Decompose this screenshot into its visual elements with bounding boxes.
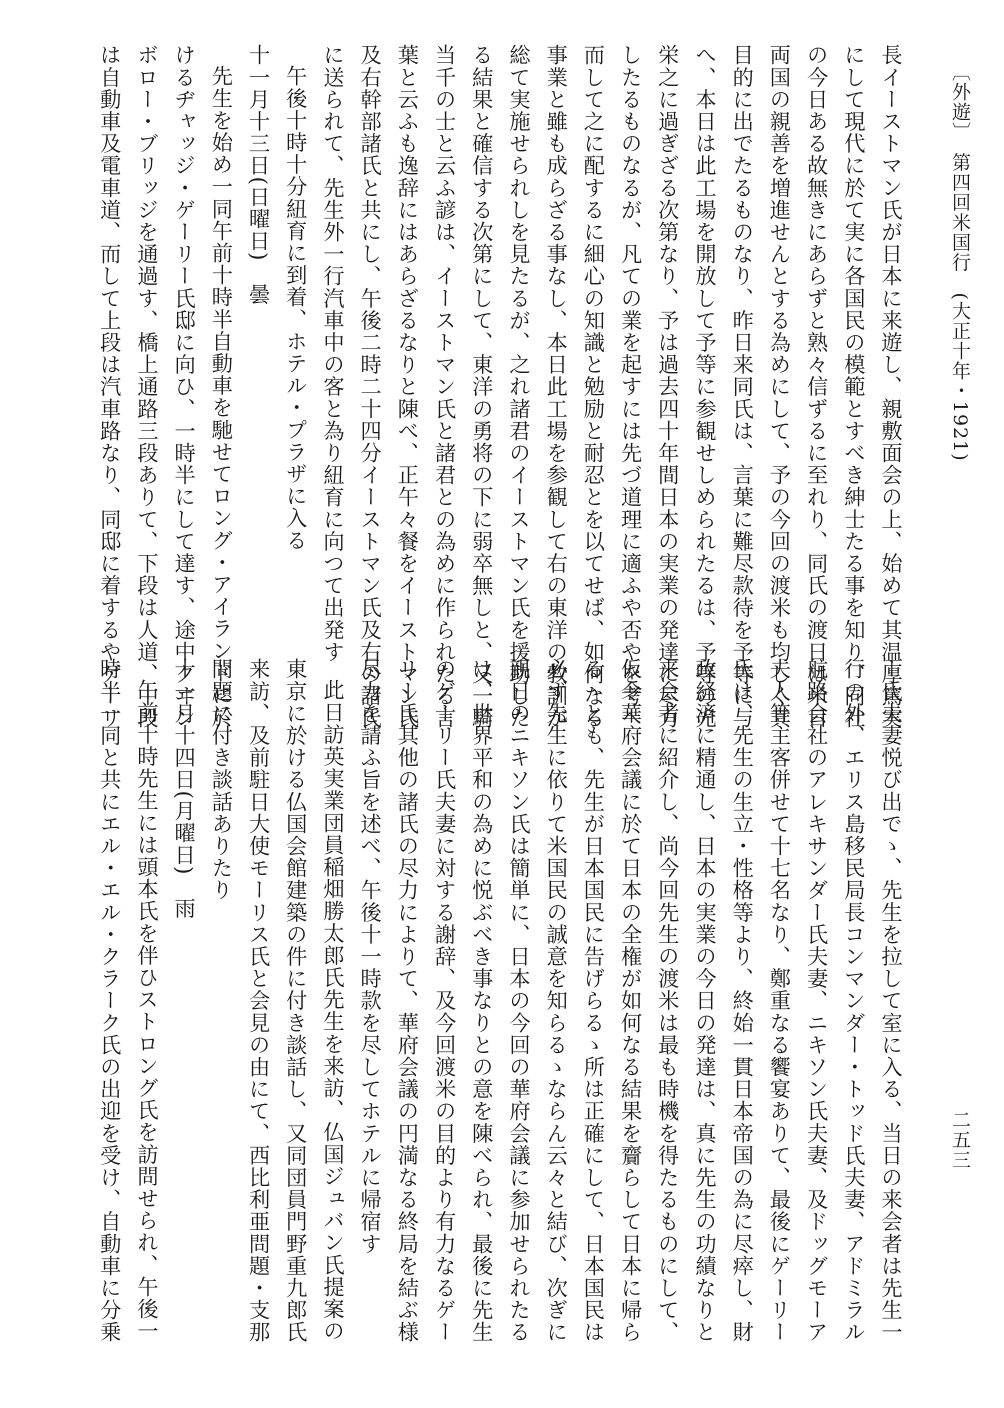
date-heading: 十一月十四日(月曜日) 雨 — [172, 658, 198, 920]
text-column: の今日ある故無きにあらずと熟々信ずるに至れり、同氏の渡日は米日 — [804, 44, 830, 730]
text-column: 東京に於ける仏国会館建築の件に付き談話し、又同団員門野重九郎氏 — [283, 658, 309, 1344]
text-column: リー氏其他の諸氏の尽力によりて、華府会議の円満なる終局を結ぶ様 — [395, 658, 421, 1344]
text-column: 午前十時先生には頭本氏を伴ひストロング氏を訪問せられ、午後一 — [134, 679, 160, 1342]
text-column: 尽力を請ふ旨を述べ、午後十一時款を尽してホテルに帰宿す — [358, 658, 384, 1255]
text-column: 此日訪英実業団員稲畑勝太郎氏先生を来訪、仏国ジュバン氏提案の — [320, 679, 346, 1342]
text-column: 来会者に紹介し、尚今回先生の渡米は最も時機を得たるものにして、 — [655, 658, 681, 1344]
text-column: のゲーリー氏夫妻に対する謝辞、及今回渡米の目的より有力なるゲー — [432, 658, 458, 1344]
text-column: したるものなるが、凡ての業を起すには先づ道理に適ふや否やを考へ — [618, 44, 644, 730]
text-column: けるヂャッジ・ゲーリー氏邸に向ひ、一時半にして達す、途中クヰン — [172, 44, 198, 730]
text-column: は、世界平和の為めに悦ぶべき事なりとの意を陳べられ、最後に先生 — [469, 658, 495, 1344]
text-column: に送られて、先生外一行汽車中の客と為り紐育に向つて出発す — [320, 44, 346, 663]
text-column: 両国の親善を増進せんとする為めにして、予の今回の渡米も均しく其 — [767, 44, 793, 730]
text-column: は自動車及電車道、而して上段は汽車路なり、同邸に着するやゲーリ — [97, 44, 123, 730]
text-column: 及右幹部諸氏と共にし、午後二時二十四分イーストマン氏及右の諸氏 — [358, 44, 384, 730]
text-column: 総て実施せられしを見たるが、之れ諸君のイーストマン氏を援助した — [506, 44, 532, 730]
text-column: 而して之に配するに細心の知識と勉励と耐忍とを以てせば、如何なる — [581, 44, 607, 730]
text-column: にして現代に於て実に各国民の模範とすべき紳士たる事を知り、同社 — [841, 44, 867, 730]
bottom-text-block — [97, 658, 910, 1378]
running-head: 〔外遊〕 第四回米国行 (大正十年・1921) — [949, 62, 971, 462]
date-heading: 十一月十三日(日曜日) 曇 — [246, 44, 272, 306]
text-column: 午後十時十分紐育に到着、ホテル・プラザに入る — [283, 65, 309, 552]
text-column: るゝとも、先生が日本国民に告げらるゝ所は正確にして、日本国民は — [581, 658, 607, 1344]
text-column: る結果と確信する次第にして、東洋の勇将の下に弱卒無しと、又一騎 — [469, 44, 495, 730]
text-column: 長イーストマン氏が日本に来遊し、親敷面会の上、始めて其温厚篤実 — [879, 44, 904, 730]
text-column: 栄之に過ぎざる次第なり、予は過去四十年間日本の実業の発達に尽力 — [655, 44, 681, 730]
text-column: ー氏夫妻悦び出でゝ、先生を拉して室に入る、当日の来会者は先生一 — [879, 658, 904, 1344]
text-column: 行の外、エリス島移民局長コンマンダー・トッド氏夫妻、アドミラル — [841, 658, 867, 1344]
text-column: 当千の士と云ふ諺は、イーストマン氏と諸君との為めに作られたる言 — [432, 44, 458, 730]
text-column: 来訪、及前駐日大使モーリス氏と会見の由にて、西比利亜問題・支那 — [246, 658, 272, 1344]
text-column: 葉と云ふも逸辞にはあらざるなりと陳べ、正午々餐をイーストマン氏 — [395, 44, 421, 730]
text-column: 目的に出でたるものなり、昨日来同氏は、言葉に難尽款待を予等に与 — [730, 44, 756, 730]
text-column: 必ず先生に依りて米国民の誠意を知らるゝならん云々と結び、次ぎに — [544, 658, 570, 1344]
text-column: 事業と雖も成らざる事なし、本日此工場を参観して右の東洋の教訓が — [544, 44, 570, 730]
text-column: 時半一同と共にエル・エル・クラーク氏の出迎を受け、自動車に分乗 — [97, 658, 123, 1344]
text-column: 航路会社のアレキサンダー氏夫妻、ニキソン氏夫妻、及ドッグモーア — [804, 658, 830, 1344]
text-column: 政経済に精通し、日本の実業の今日の発達は、真に先生の功績なりと — [692, 658, 718, 1344]
text-column: 親日のニキソン氏は簡単に、日本の今回の華府会議に参加せられたる — [506, 658, 532, 1344]
text-column: 仮令華府会議に於て日本の全権が如何なる結果を齎らして日本に帰ら — [618, 658, 644, 1344]
text-column: 問題に付き談話ありたり — [209, 658, 235, 902]
text-column: 夫人等主客併せて十七名なり、鄭重なる饗宴ありて、最後にゲーリー — [767, 658, 793, 1344]
text-column: 先生を始め一同午前十時半自動車を馳せてロング・アイランドに於 — [209, 65, 235, 728]
text-column: へ、本日は此工場を開放して予等に参観せしめられたるは、予等の光 — [692, 44, 718, 730]
page-number: 二五三 — [949, 1110, 971, 1170]
top-text-block — [97, 44, 910, 730]
text-column: ボロー・ブリッジを通過す、橋上通路三段ありて、下段は人道、中段 — [134, 44, 160, 730]
text-column: 氏は、先生の生立・性格等より、終始一貫日本帝国の為に尽瘁し、財 — [730, 658, 756, 1344]
